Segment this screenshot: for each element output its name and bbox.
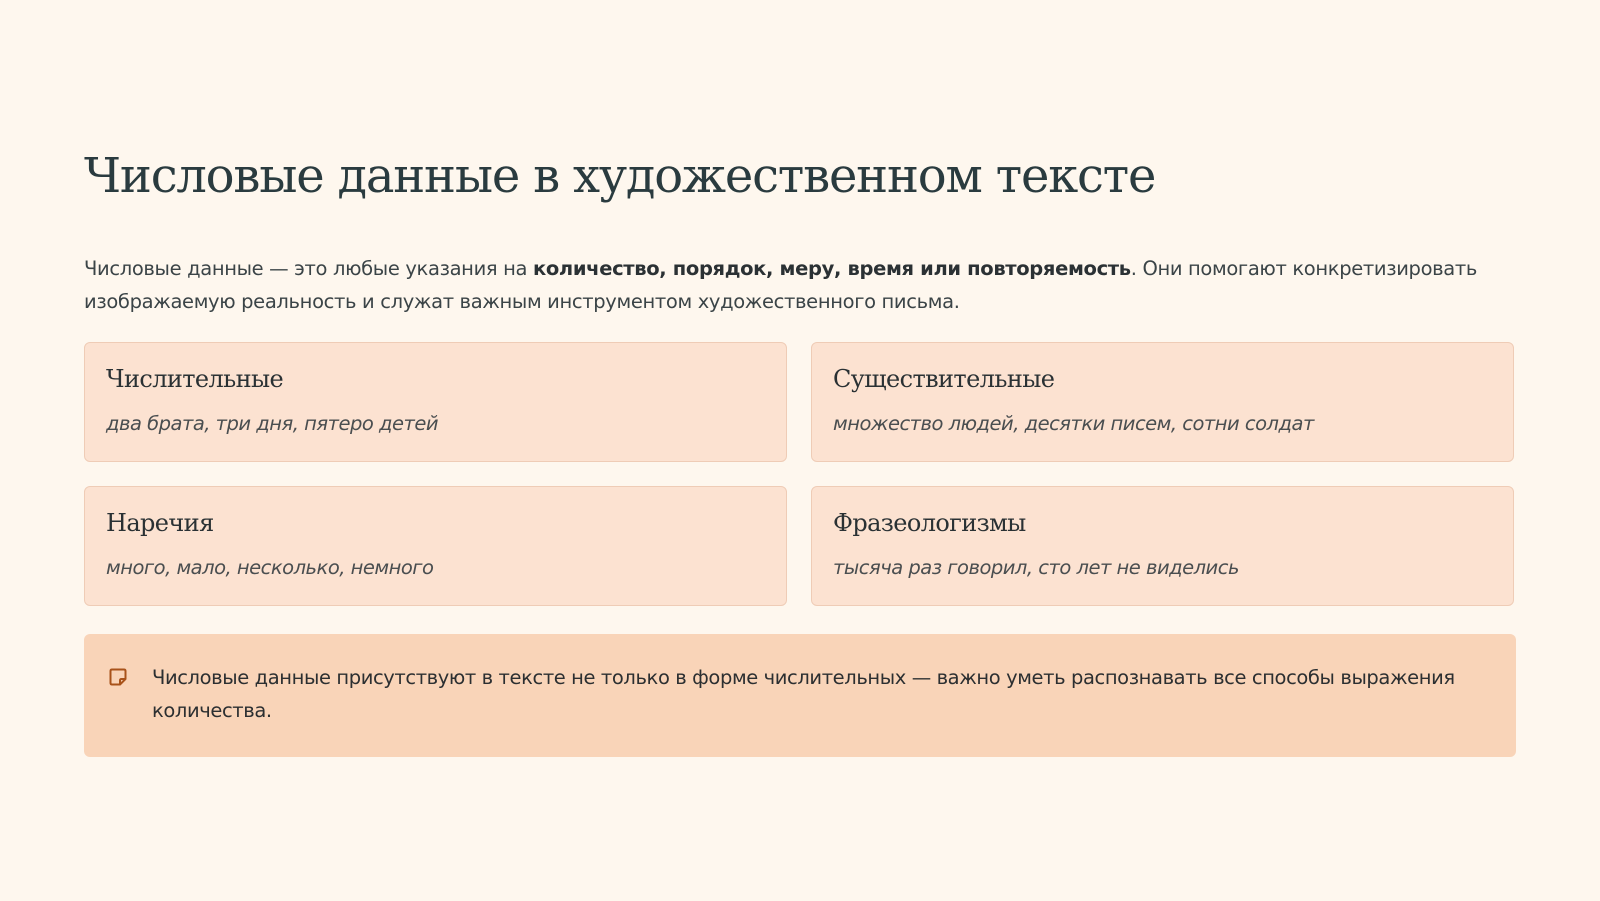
slide (84, 0, 1516, 901)
card-examples: множество людей, десятки писем, сотни солдат (833, 412, 1314, 435)
intro-paragraph (84, 252, 1524, 318)
card-examples: тысяча раз говорил, сто лет не виделись (833, 556, 1239, 579)
card-title: Существительные (833, 365, 1055, 393)
card-adverbs (84, 486, 787, 606)
card-title: Числительные (106, 365, 284, 393)
sticky-note-icon (108, 667, 128, 687)
card-title: Наречия (106, 509, 214, 537)
page-title: Числовые данные в художественном тексте (84, 148, 1156, 204)
card-examples: много, мало, несколько, немного (106, 556, 434, 579)
card-nouns (811, 342, 1514, 462)
note-callout (84, 634, 1516, 757)
note-text: Числовые данные присутствуют в тексте не только в форме числительных — важно уметь распознавать все способы выражения количества. (152, 666, 1455, 722)
intro-prefix: Числовые данные — это любые указания на (84, 257, 533, 280)
card-title: Фразеологизмы (833, 509, 1026, 537)
card-examples: два брата, три дня, пятеро детей (106, 412, 439, 435)
intro-suffix: . Они помогают конкретизировать изображаемую реальность и служат важным инструментом художественного письма. (84, 257, 1478, 313)
card-idioms (811, 486, 1514, 606)
card-numerals (84, 342, 787, 462)
intro-bold: количество, порядок, меру, время или повторяемость (532, 257, 1131, 280)
